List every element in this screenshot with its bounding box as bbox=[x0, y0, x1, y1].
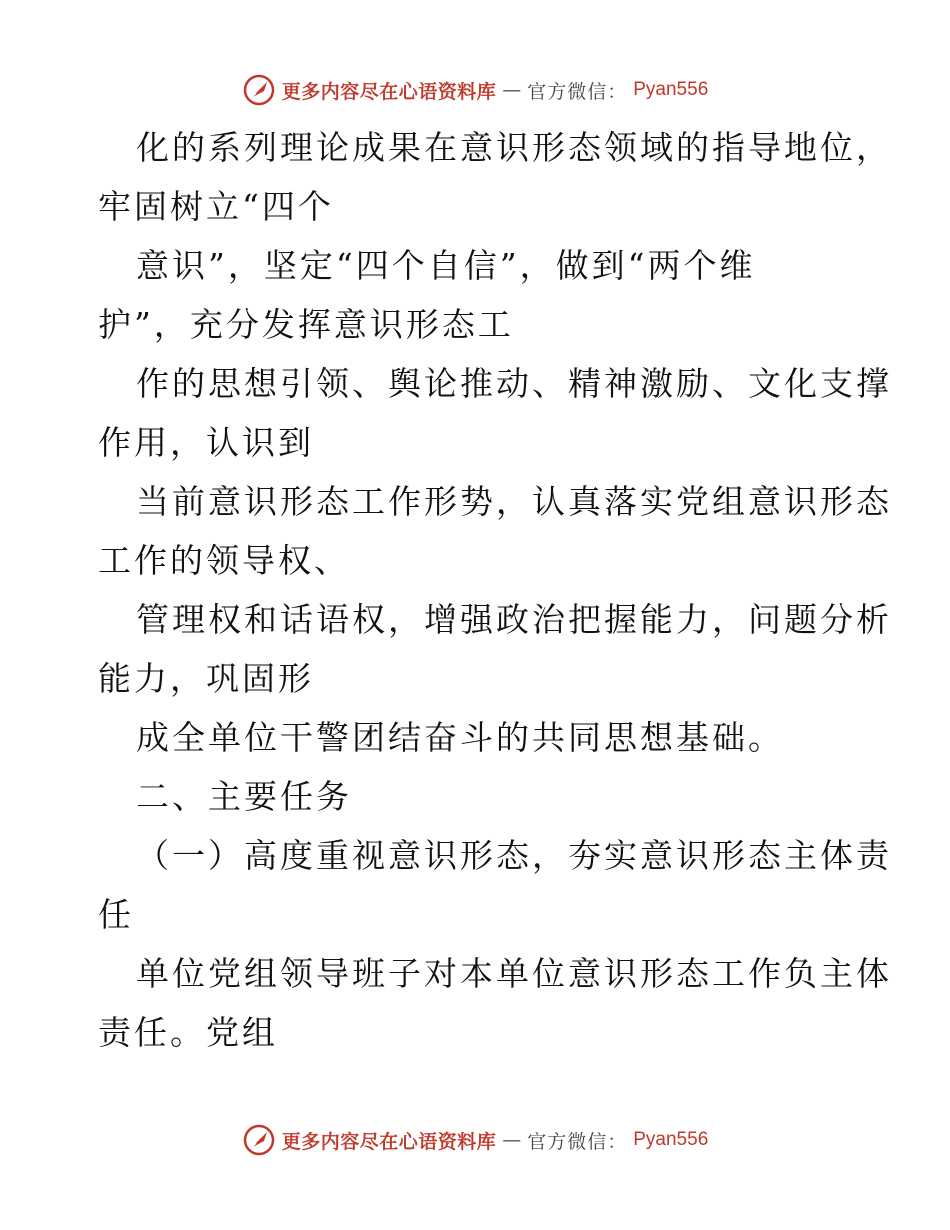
text-line: 单位党组领导班子对本单位意识形态工作负主体 bbox=[136, 954, 892, 993]
text-line: （一）高度重视意识形态，夯实意识形态主体责 bbox=[136, 836, 892, 875]
text-line: 作用，认识到 bbox=[98, 423, 314, 462]
footer-watermark bbox=[0, 1120, 950, 1160]
text-line: 作的思想引领、舆论推动、精神激励、文化支撑 bbox=[136, 364, 892, 403]
text-line: 管理权和话语权，增强政治把握能力，问题分析 bbox=[136, 600, 892, 639]
text-line: 责任。党组 bbox=[98, 1013, 278, 1052]
watermark-wechat-id: Pyan556 bbox=[633, 1129, 709, 1150]
watermark-official-label: 官方微信： bbox=[527, 80, 628, 103]
text-line: 二、主要任务 bbox=[136, 777, 352, 816]
text-line: 任 bbox=[98, 895, 134, 934]
watermark-official-label: 官方微信： bbox=[527, 1130, 628, 1153]
document-body bbox=[98, 118, 892, 1062]
watermark-dash: — bbox=[502, 1129, 522, 1151]
quill-pen-logo-icon bbox=[242, 73, 276, 107]
text-line: 护”，充分发挥意识形态工 bbox=[98, 305, 514, 344]
watermark-brand-text: 更多内容尽在心语资料库 bbox=[281, 80, 497, 103]
text-line: 化的系列理论成果在意识形态领域的指导地位， bbox=[136, 128, 892, 167]
text-line: 成全单位干警团结奋斗的共同思想基础。 bbox=[136, 718, 784, 757]
header-watermark bbox=[0, 70, 950, 110]
watermark-dash: — bbox=[502, 79, 522, 101]
text-line: 当前意识形态工作形势，认真落实党组意识形态 bbox=[136, 482, 892, 521]
text-line: 工作的领导权、 bbox=[98, 541, 350, 580]
text-line: 意识”，坚定“四个自信”，做到“两个维 bbox=[136, 246, 756, 285]
watermark-wechat-id: Pyan556 bbox=[633, 79, 709, 100]
text-line: 能力，巩固形 bbox=[98, 659, 314, 698]
watermark-brand-text: 更多内容尽在心语资料库 bbox=[281, 1130, 497, 1153]
quill-pen-logo-icon bbox=[242, 1123, 276, 1157]
text-line: 牢固树立“四个 bbox=[98, 187, 334, 226]
